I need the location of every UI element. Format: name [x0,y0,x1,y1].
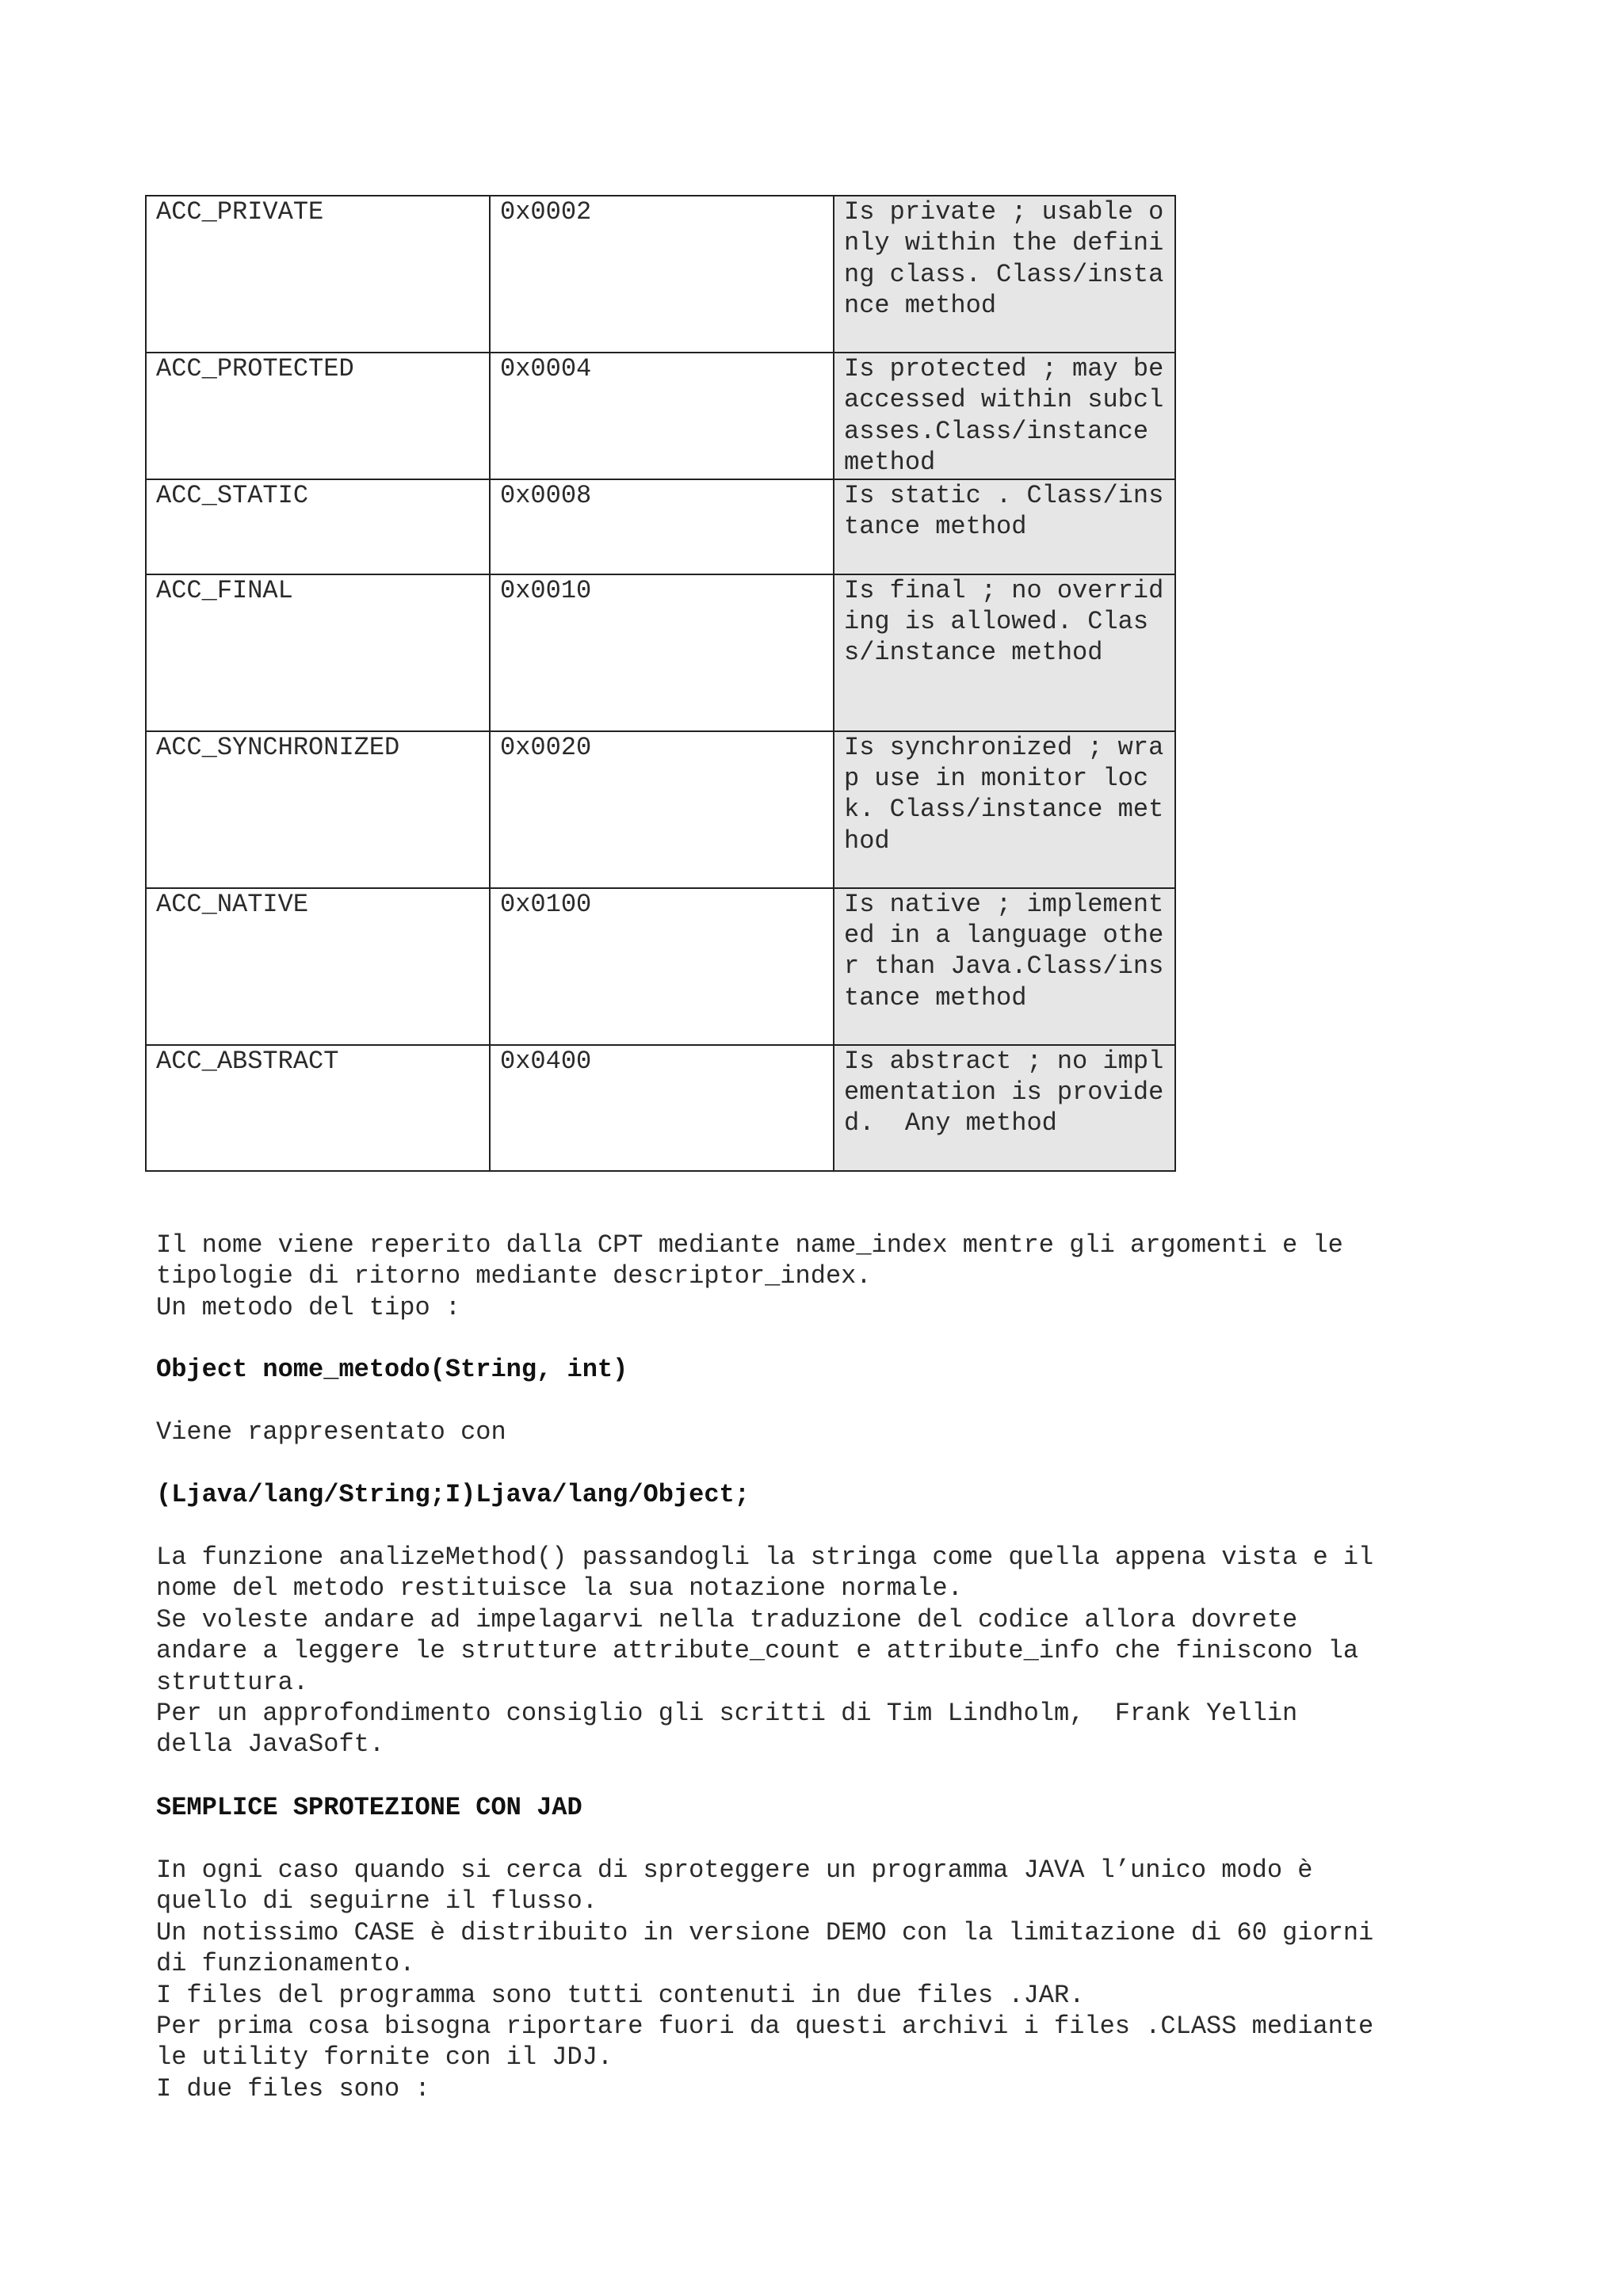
flag-description-cell: Is protected ; may be accessed within subclasses.Class/instance method [834,353,1175,479]
table-row [146,196,1175,353]
table-row [146,731,1175,888]
flag-description-cell: Is private ; usable only within the defining class. Class/instance method [834,196,1175,353]
paragraph-jad-unprotection: In ogni caso quando si cerca di sproteggere un programma JAVA l’unico modo è quello di seguirne il flusso. Un notissimo CASE è distribuito in versione DEMO con la limitazione di 60 giorni di funzionamento. I files del programma sono tutti contenuti in due files .JAR. Per prima cosa bisogna riportare fuori da questi archivi i files .CLASS mediante le utility fornite con il JDJ. I due files sono : [156,1855,1374,2103]
flag-name-cell: ACC_FINAL [146,574,490,731]
flag-value-cell: 0x0010 [490,574,834,731]
paragraph-represented-as: Viene rappresentato con [156,1417,506,1447]
flag-value-cell: 0x0002 [490,196,834,353]
flag-name-cell: ACC_PRIVATE [146,196,490,353]
flag-description-cell: Is abstract ; no implementation is provided. Any method [834,1045,1175,1171]
flag-value-cell: 0x0004 [490,353,834,479]
paragraph-analize-method: La funzione analizeMethod() passandogli la stringa come quella appena vista e il nome del metodo restituisce la sua notazione normale. Se voleste andare ad impelagarvi nella traduzione del codice allora dovrete andare a leggere le strutture attribute_count e attribute_info che finiscono la struttura. Per un approfondimento consiglio gli scritti di Tim Lindholm, Frank Yellin della JavaSoft. [156,1543,1374,1760]
flag-value-cell: 0x0008 [490,479,834,574]
table-row [146,574,1175,731]
section-heading: SEMPLICE SPROTEZIONE CON JAD [156,1793,582,1822]
flag-name-cell: ACC_ABSTRACT [146,1045,490,1171]
flag-description-cell: Is synchronized ; wrap use in monitor lock. Class/instance method [834,731,1175,888]
code-method-descriptor: (Ljava/lang/String;I)Ljava/lang/Object; [156,1480,750,1509]
flag-name-cell: ACC_PROTECTED [146,353,490,479]
table-row [146,1045,1175,1171]
flag-value-cell: 0x0100 [490,888,834,1045]
table-row [146,888,1175,1045]
access-flags-table [145,195,1179,1172]
table-row [146,479,1175,574]
flag-description-cell: Is final ; no overriding is allowed. Class/instance method [834,574,1175,731]
flag-description-cell: Is native ; implemented in a language other than Java.Class/instance method [834,888,1175,1045]
flag-description-cell: Is static . Class/instance method [834,479,1175,574]
flag-value-cell: 0x0400 [490,1045,834,1171]
flag-value-cell: 0x0020 [490,731,834,888]
paragraph-name-descriptor: Il nome viene reperito dalla CPT mediante name_index mentre gli argomenti e le tipologie di ritorno mediante descriptor_index. Un metodo del tipo : [156,1230,1343,1322]
flag-name-cell: ACC_SYNCHRONIZED [146,731,490,888]
flag-name-cell: ACC_STATIC [146,479,490,574]
flag-name-cell: ACC_NATIVE [146,888,490,1045]
code-method-signature: Object nome_metodo(String, int) [156,1355,628,1384]
table-row [146,353,1175,479]
